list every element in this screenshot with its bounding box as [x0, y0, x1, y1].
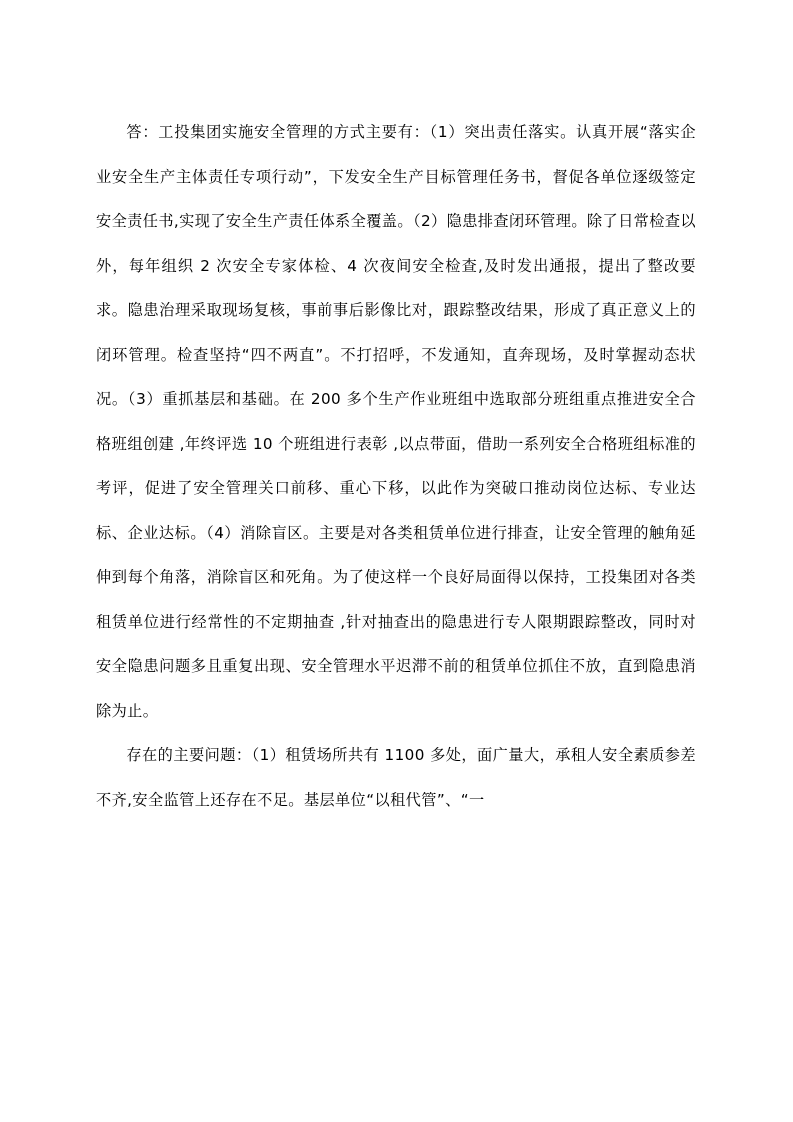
- paragraph-1: 答：工投集团实施安全管理的方式主要有：（1）突出责任落实。认真开展“落实企业安全生产主体责任专项行动”，下发安全生产目标管理任务书，督促各单位逐级签定安全责任书,实现了安全生产责任体系全覆盖。（2）隐患排查闭环管理。除了日常检查以外，每年组织 2 次安全专家体检、4 次夜间安全检查,及时发出通报，提出了整改要求。隐患治理采取现场复核，事前事后影像比对，跟踪整改结果，形成了真正意义上的闭环管理。检查坚持“四不两直”。不打招呼，不发通知，直奔现场，及时掌握动态状况。（3）重抓基层和基础。在 200 多个生产作业班组中选取部分班组重点推进安全合格班组创建 ,年终评选 10 个班组进行表彰 ,以点带面，借助一系列安全合格班组标准的考评，促进了安全管理关口前移、重心下移，以此作为突破口推动岗位达标、专业达标、企业达标。（4）消除盲区。主要是对各类租赁单位进行排查，让安全管理的触角延伸到每个角落，消除盲区和死角。为了使这样一个良好局面得以保持，工投集团对各类租赁单位进行经常性的不定期抽查 ,针对抽查出的隐患进行专人限期跟踪整改，同时对安全隐患问题多且重复出现、安全管理水平迟滞不前的租赁单位抓住不放，直到隐患消除为止。: [96, 123, 697, 720]
- paragraph-2: 存在的主要问题：（1）租赁场所共有 1100 多处，面广量大，承租人安全素质参差不齐,安全监管上还存在不足。基层单位“以租代管”、“一: [96, 746, 696, 809]
- document-body: [96, 110, 696, 822]
